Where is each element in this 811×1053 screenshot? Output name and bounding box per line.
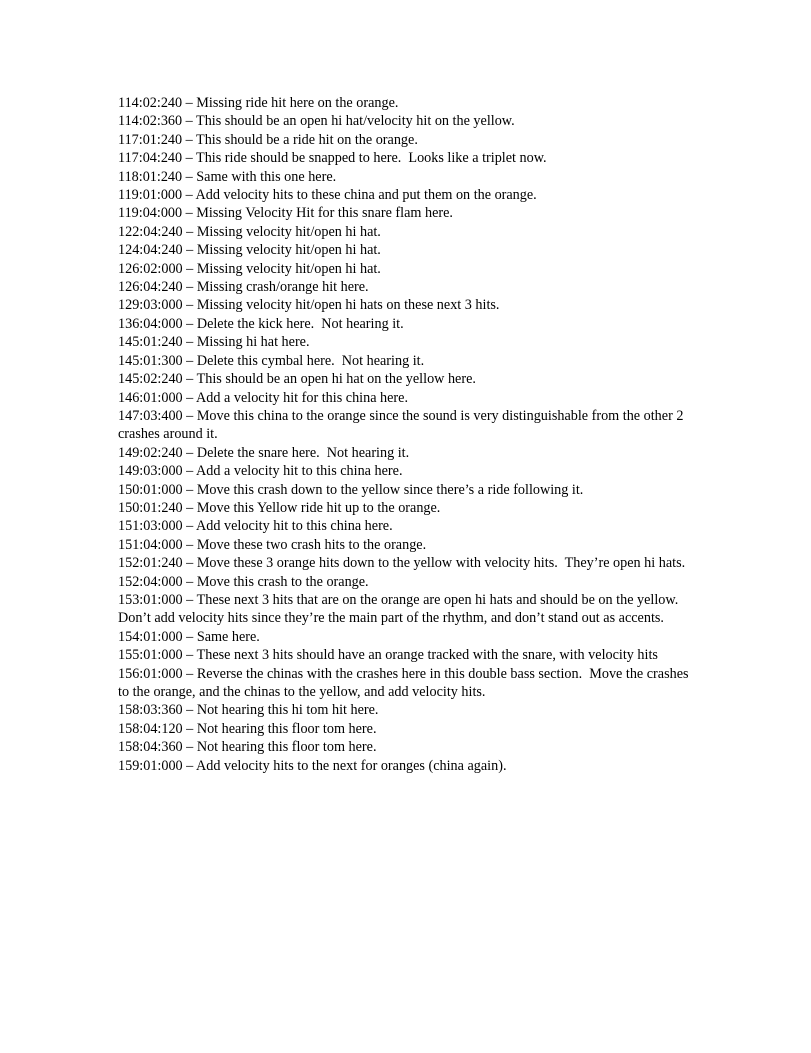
note-line: 153:01:000 – These next 3 hits that are on the orange are open hi hats and should be on the yellow. Don’t add velocity hits since they’re the main part of the rhythm, and don’t stand out as accents. xyxy=(118,591,686,627)
note-line: 124:04:240 – Missing velocity hit/open hi hat. xyxy=(118,242,381,259)
note-line: 119:01:000 – Add velocity hits to these china and put them on the orange. xyxy=(118,187,537,204)
note-line: 158:04:120 – Not hearing this floor tom here. xyxy=(118,720,377,737)
note-line: 151:04:000 – Move these two crash hits to the orange. xyxy=(118,536,427,553)
note-line: 145:01:240 – Missing hi hat here. xyxy=(118,334,310,351)
note-line: 158:03:360 – Not hearing this hi tom hit here. xyxy=(118,702,379,719)
note-line: 145:02:240 – This should be an open hi hat on the yellow here. xyxy=(118,371,476,388)
note-line: 154:01:000 – Same here. xyxy=(118,628,260,645)
note-line: 114:02:360 – This should be an open hi hat/velocity hit on the yellow. xyxy=(118,113,515,130)
note-line: 117:04:240 – This ride should be snapped to here. Looks like a triplet now. xyxy=(118,150,547,167)
note-line: 147:03:400 – Move this china to the orange since the sound is very distinguishable from the other 2 crashes around it. xyxy=(118,407,687,443)
note-line: 146:01:000 – Add a velocity hit for this china here. xyxy=(118,389,408,406)
note-line: 119:04:000 – Missing Velocity Hit for this snare flam here. xyxy=(118,205,453,222)
note-line: 122:04:240 – Missing velocity hit/open hi hat. xyxy=(118,223,381,240)
note-line: 126:04:240 – Missing crash/orange hit here. xyxy=(118,279,369,296)
note-line: 152:01:240 – Move these 3 orange hits down to the yellow with velocity hits. They’re open hi hats. xyxy=(118,555,686,572)
note-line: 129:03:000 – Missing velocity hit/open hi hats on these next 3 hits. xyxy=(118,297,500,314)
note-line: 145:01:300 – Delete this cymbal here. Not hearing it. xyxy=(118,352,425,369)
note-line: 152:04:000 – Move this crash to the orange. xyxy=(118,573,369,590)
note-line: 149:02:240 – Delete the snare here. Not hearing it. xyxy=(118,444,410,461)
note-line: 156:01:000 – Reverse the chinas with the crashes here in this double bass section. Move the crashes to the orange, and the chinas to the yellow, and add velocity hits. xyxy=(118,665,693,700)
notes-list xyxy=(118,94,698,775)
note-line: 158:04:360 – Not hearing this floor tom here. xyxy=(118,739,377,756)
note-line: 159:01:000 – Add velocity hits to the next for oranges (china again). xyxy=(118,757,507,774)
note-line: 114:02:240 – Missing ride hit here on the orange. xyxy=(118,95,399,111)
note-line: 136:04:000 – Delete the kick here. Not hearing it. xyxy=(118,315,404,332)
note-line: 126:02:000 – Missing velocity hit/open hi hat. xyxy=(118,260,381,277)
note-line: 150:01:240 – Move this Yellow ride hit up to the orange. xyxy=(118,499,441,516)
note-line: 149:03:000 – Add a velocity hit to this china here. xyxy=(118,463,403,480)
note-line: 117:01:240 – This should be a ride hit on the orange. xyxy=(118,131,418,148)
note-line: 150:01:000 – Move this crash down to the yellow since there’s a ride following it. xyxy=(118,481,584,498)
note-line: 118:01:240 – Same with this one here. xyxy=(118,168,337,185)
note-line: 151:03:000 – Add velocity hit to this china here. xyxy=(118,518,393,535)
note-line: 155:01:000 – These next 3 hits should have an orange tracked with the snare, with velocity hits xyxy=(118,647,658,664)
